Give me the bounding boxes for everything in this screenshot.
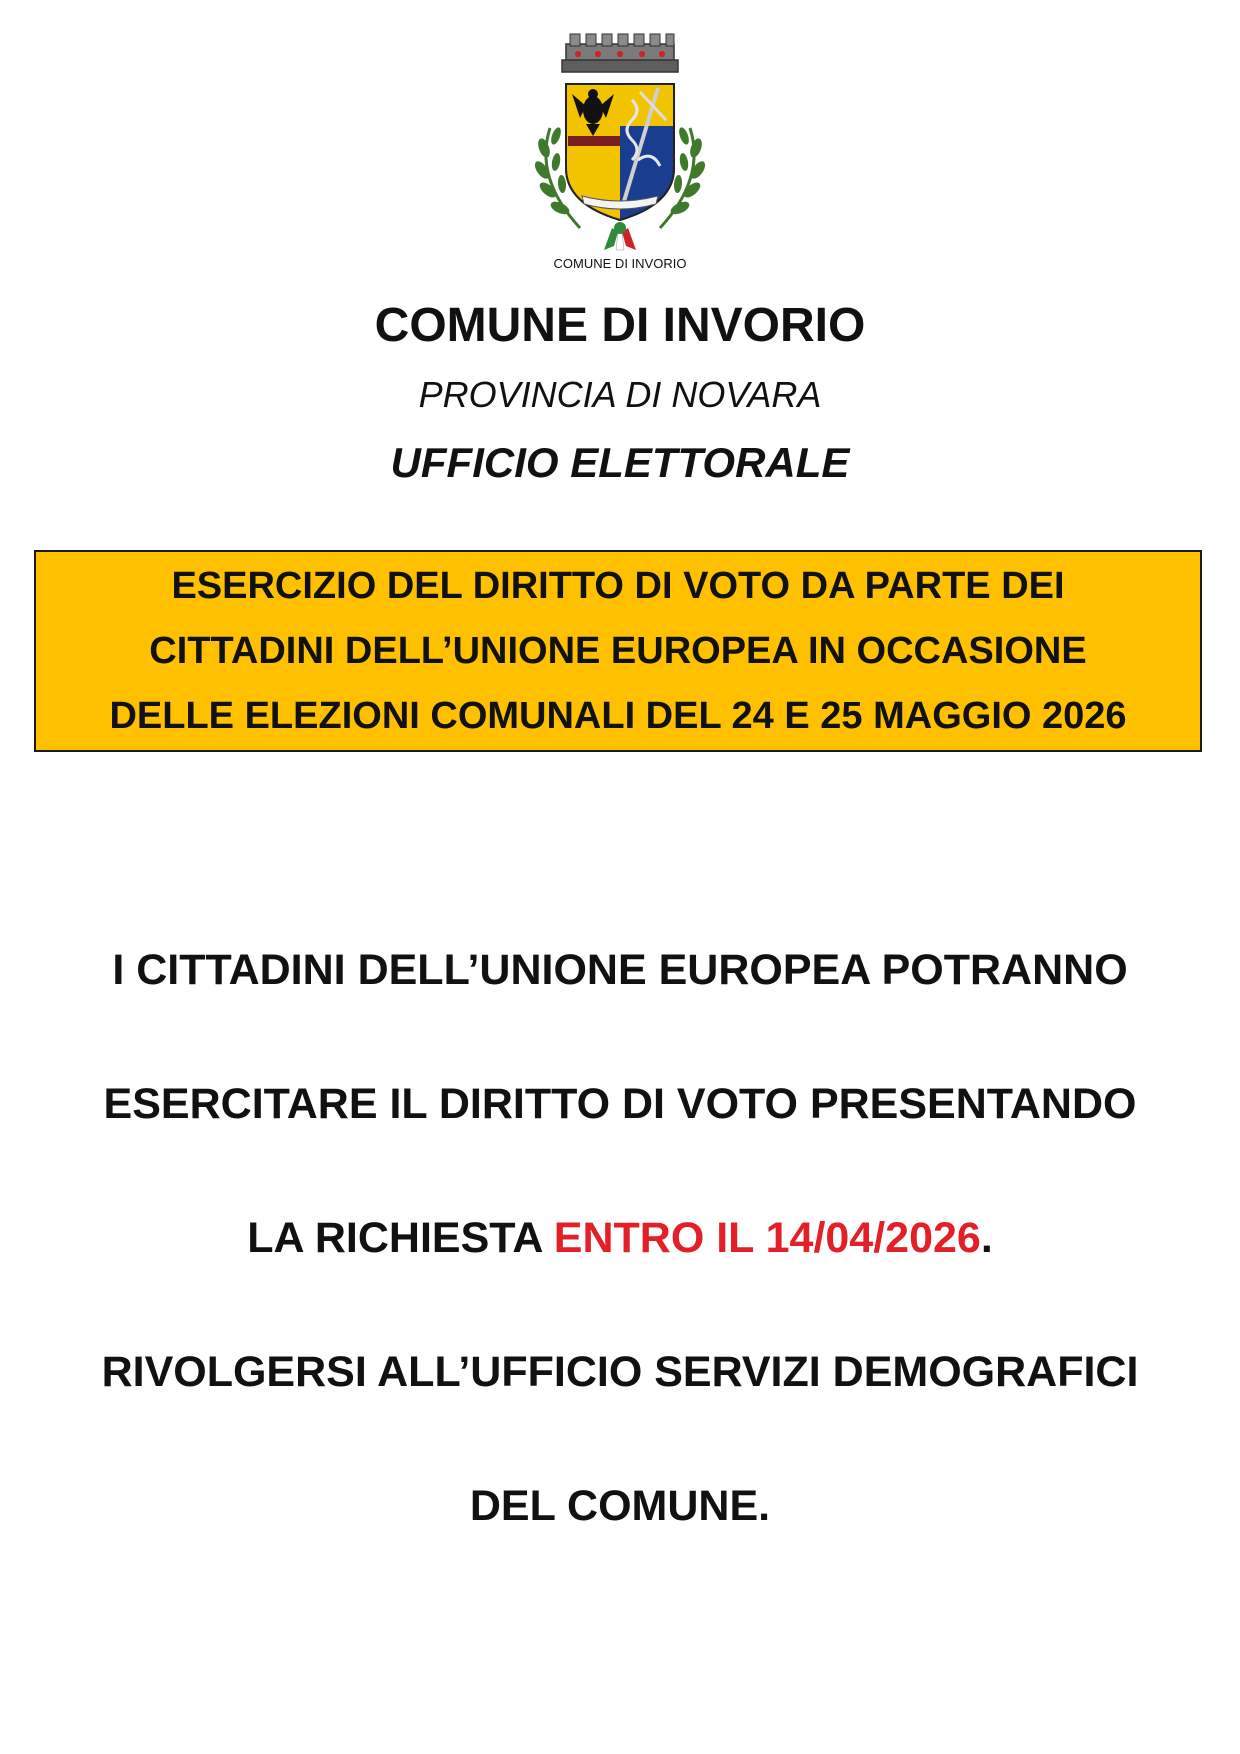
- office-subtitle: UFFICIO ELETTORALE: [390, 439, 850, 486]
- notice-line-3-prefix: LA RICHIESTA: [247, 1214, 554, 1262]
- ribbon-icon: [604, 222, 636, 250]
- municipality-title: COMUNE DI INVORIO: [374, 299, 866, 352]
- crown-icon: [562, 34, 678, 72]
- notice-line-3-suffix: .: [980, 1214, 993, 1262]
- notice-line-2: ESERCITARE IL DIRITTO DI VOTO PRESENTANDO: [103, 1080, 1137, 1128]
- notice-line-4: RIVOLGERSI ALL’UFFICIO SERVIZI DEMOGRAFICI: [101, 1348, 1139, 1396]
- banner-line: ESERCIZIO DEL DIRITTO DI VOTO DA PARTE DEI: [171, 564, 1065, 607]
- notice-line-1: I CITTADINI DELL’UNIONE EUROPEA POTRANNO: [112, 946, 1128, 994]
- notice-line-5: DEL COMUNE.: [469, 1482, 771, 1530]
- banner-line: CITTADINI DELL’UNIONE EUROPEA IN OCCASIONE: [149, 629, 1087, 672]
- announcement-banner: [34, 550, 1202, 752]
- notice-line-3: [0, 1208, 1240, 1268]
- province-subtitle: PROVINCIA DI NOVARA: [418, 374, 822, 415]
- municipal-crest: [520, 28, 720, 278]
- crest-icon: [520, 28, 720, 253]
- shield-icon: [566, 84, 674, 220]
- crest-caption: COMUNE DI INVORIO: [553, 256, 687, 271]
- banner-line: DELLE ELEZIONI COMUNALI DEL 24 E 25 MAGGIO 2026: [109, 694, 1127, 737]
- deadline-highlight: ENTRO IL 14/04/2026: [553, 1214, 981, 1262]
